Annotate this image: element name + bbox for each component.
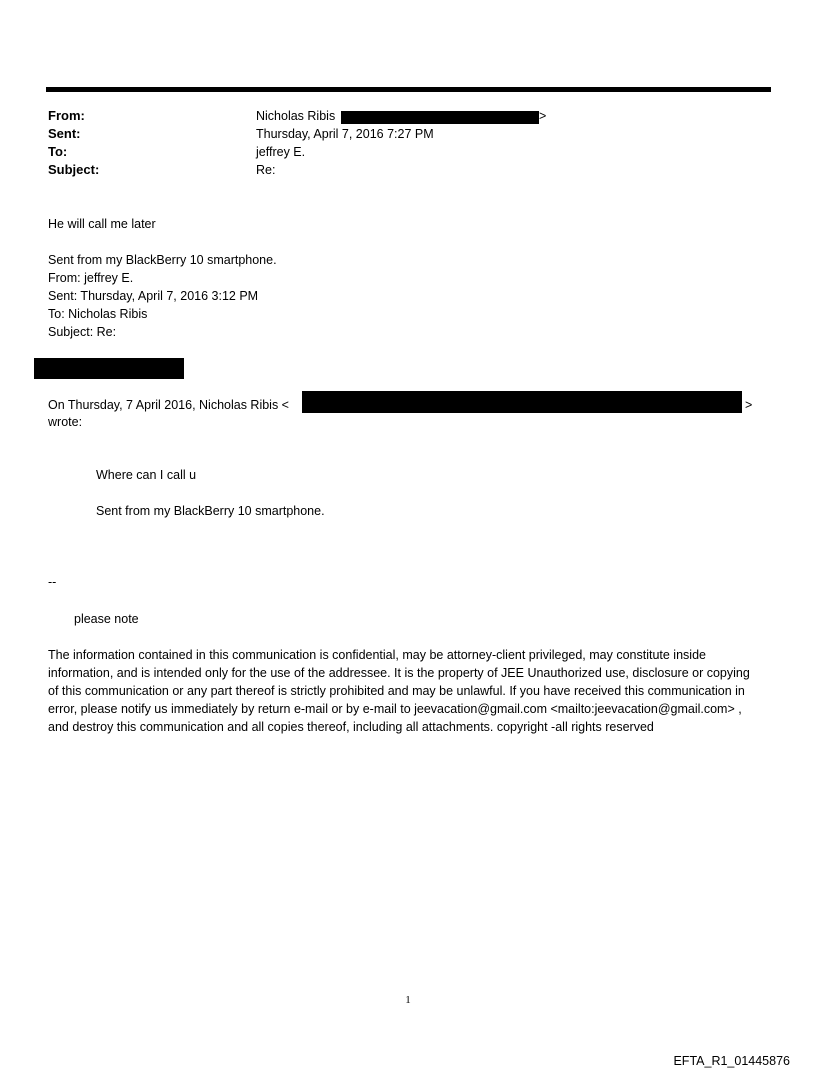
inner-signature: Sent from my BlackBerry 10 smartphone. (96, 504, 325, 518)
subject-value: Re: (256, 163, 276, 177)
redaction-box (34, 358, 184, 379)
quoted-subject: Subject: Re: (48, 325, 117, 339)
from-label: From: (48, 108, 85, 123)
wrote-label: wrote: (48, 415, 83, 429)
quoted-to: To: Nicholas Ribis (48, 307, 148, 321)
sent-value: Thursday, April 7, 2016 7:27 PM (256, 127, 434, 141)
signature: Sent from my BlackBerry 10 smartphone. (48, 253, 277, 267)
on-wrote-prefix: On Thursday, 7 April 2016, Nicholas Ribis < (48, 398, 289, 412)
redaction-box (302, 391, 742, 413)
reply-line: He will call me later (48, 217, 156, 231)
subject-label: Subject: (48, 162, 100, 177)
from-suffix: > (539, 109, 547, 123)
redaction-box (341, 111, 539, 124)
inner-message: Where can I call u (96, 468, 197, 482)
sent-label: Sent: (48, 126, 81, 141)
to-value: jeffrey E. (256, 145, 306, 159)
disclaimer-paragraph: The information contained in this communication is confidential, may be attorney-client privileged, may constitute inside information, and is intended only for the use of the addressee. It is the property of JEE Unauthorized use, disclosure or copying of this communication or any part thereof is strictly prohibited and may be unlawful. If you have received this communication in error, please notify us immediately by return e-mail or by e-mail to jeevacation@gmail.com <mailto:jeevacation@gmail.com> , and destroy this communication and all copies thereof, including all attachments. copyright -all rights reserved (48, 648, 750, 734)
from-value: Nicholas Ribis (256, 109, 336, 123)
note: please note (74, 612, 139, 626)
document-id: EFTA_R1_01445876 (673, 1054, 790, 1068)
quoted-from: From: jeffrey E. (48, 271, 134, 285)
quoted-sent: Sent: Thursday, April 7, 2016 3:12 PM (48, 289, 259, 303)
on-wrote-suffix: > (745, 398, 753, 412)
page-number: 1 (405, 994, 411, 1006)
separator: -- (48, 575, 57, 589)
to-label: To: (48, 144, 68, 159)
header-rule (46, 87, 771, 92)
